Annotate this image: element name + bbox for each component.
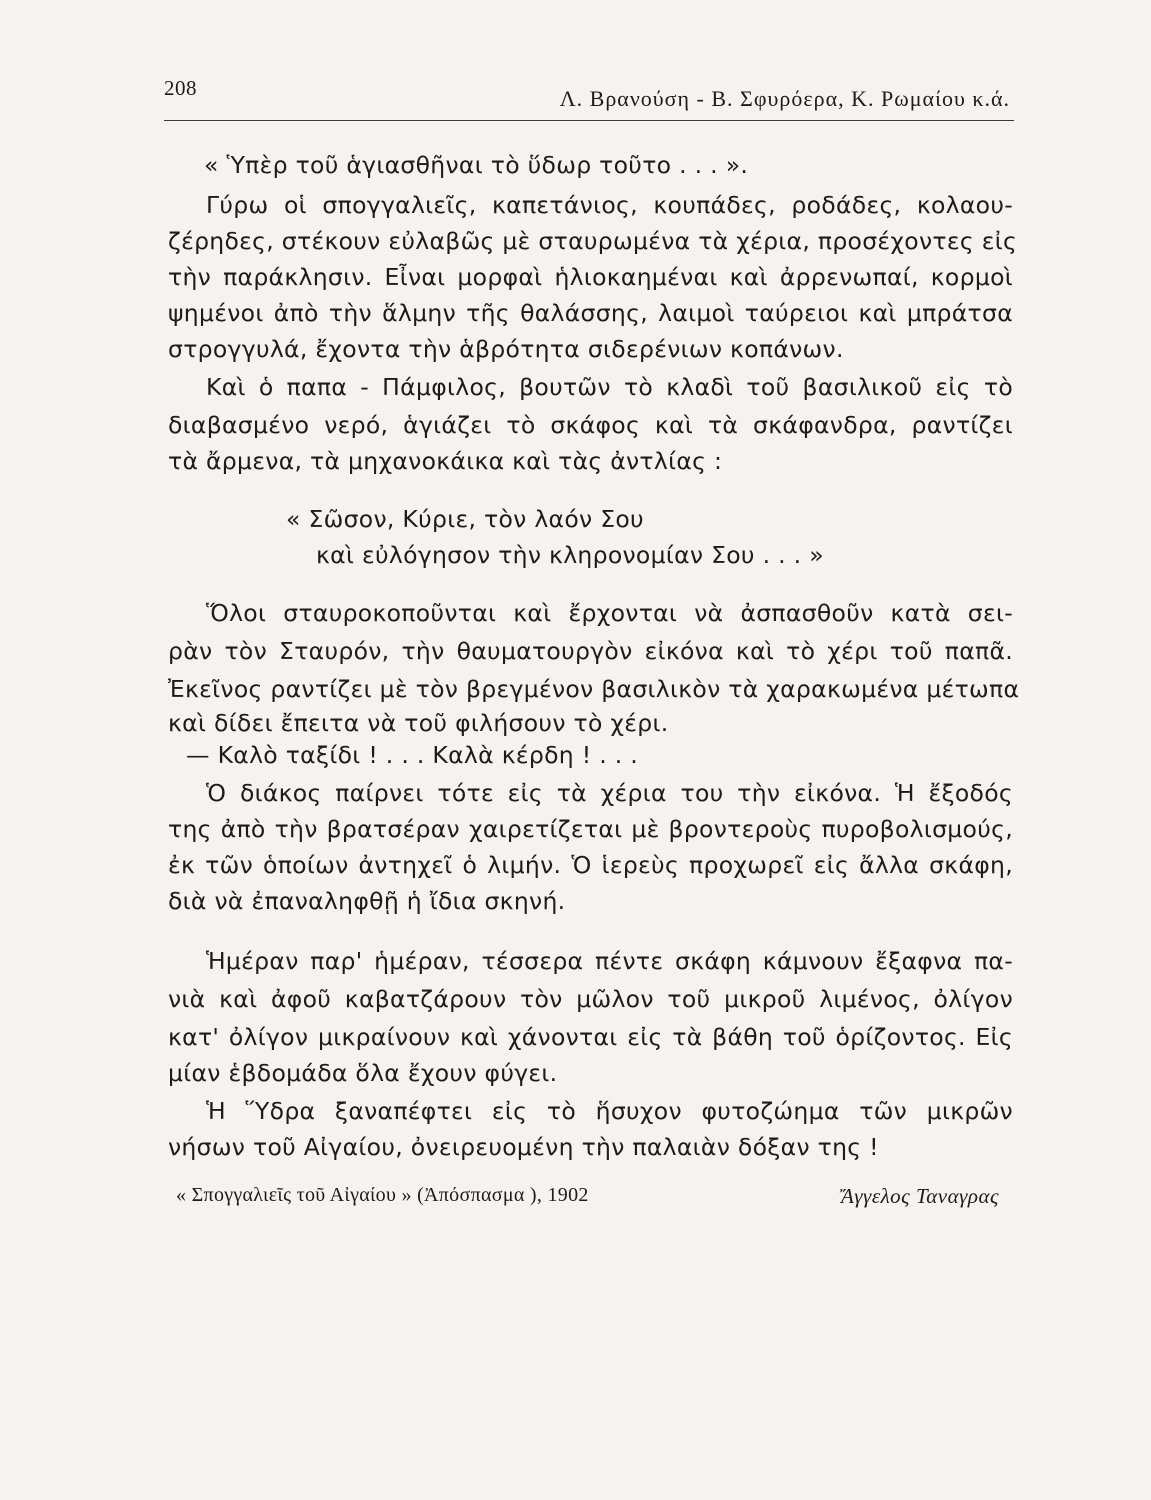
text-line: στρογγυλά, ἔχοντα τὴν ἁβρότητα σιδερένιων κοπάνων. — [168, 335, 844, 363]
text-line: Ἡμέραν παρ' ἡμέραν, τέσσερα πέντε σκάφη κάμνουν ἔξαφνα πα- — [206, 947, 1013, 975]
text-line: ρὰν τὸν Σταυρόν, τὴν θαυματουργὸν εἰκόνα καὶ τὸ χέρι τοῦ παπᾶ. — [168, 637, 1013, 665]
text-line: νιὰ καὶ ἀφοῦ καβατζάρουν τὸν μῶλον τοῦ μικροῦ λιμένος, ὀλίγον — [168, 985, 1013, 1013]
text-line: κατ' ὀλίγον μικραίνουν καὶ χάνονται εἰς τὰ βάθη τοῦ ὁρίζοντος. Εἰς — [168, 1023, 1013, 1051]
text-line: Γύρω οἱ σπογγαλιεῖς, καπετάνιος, κουπάδες, ροδάδες, κολαου- — [206, 191, 1013, 219]
text-line: Ὁ διάκος παίρνει τότε εἰς τὰ χέρια του τὴν εἰκόνα. Ἡ ἔξοδός — [206, 779, 1013, 807]
verse-line: « Σῶσον, Κύριε, τὸν λαόν Σου — [286, 505, 644, 533]
text-line: τὴν παράκλησιν. Εἶναι μορφαὶ ἡλιοκαημέναι καὶ ἀρρενωπαί, κορμοὶ — [168, 263, 1013, 291]
verse-line: καὶ εὐλόγησον τὴν κληρονομίαν Σου . . . » — [316, 541, 824, 569]
text-line: της ἀπὸ τὴν βρατσέραν χαιρετίζεται μὲ βροντεροὺς πυροβολισμούς, — [168, 815, 1013, 843]
text-line: Ἐκεῖνος ραντίζει μὲ τὸν βρεγμένον βασιλικὸν τὰ χαρακωμένα μέτωπα — [168, 675, 1020, 703]
author-name: Ἄγγελος Ταναγρας — [840, 1184, 999, 1208]
text-line: διὰ νὰ ἐπαναληφθῇ ἡ ἴδια σκηνή. — [168, 887, 566, 915]
text-line: Ἡ Ὕδρα ξαναπέφτει εἰς τὸ ἥσυχον φυτοζώημα τῶν μικρῶν — [206, 1097, 1013, 1125]
dialogue-line: — Καλὸ ταξίδι ! . . . Καλὰ κέρδη ! . . . — [186, 741, 639, 769]
text-line: Ὅλοι σταυροκοποῦνται καὶ ἔρχονται νὰ ἀσπασθοῦν κατὰ σει- — [206, 599, 1013, 627]
text-line: ἐκ τῶν ὁποίων ἀντηχεῖ ὁ λιμήν. Ὁ ἱερεὺς προχωρεῖ εἰς ἄλλα σκάφη, — [168, 851, 1013, 879]
text-line: Καὶ ὁ παπα - Πάμφιλος, βουτῶν τὸ κλαδὶ τοῦ βασιλικοῦ εἰς τὸ — [206, 373, 1013, 401]
text-line: τὰ ἄρμενα, τὰ μηχανοκάικα καὶ τὰς ἀντλίας : — [168, 447, 723, 475]
page-number: 208 — [164, 76, 197, 100]
text-line: ζέρηδες, στέκουν εὐλαβῶς μὲ σταυρωμένα τὰ χέρια, προσέχοντες εἰς — [168, 227, 1018, 255]
text-line: καὶ δίδει ἔπειτα νὰ τοῦ φιλήσουν τὸ χέρι. — [168, 709, 669, 737]
page-header — [164, 72, 1014, 121]
text-line: μίαν ἑβδομάδα ὅλα ἔχουν φύγει. — [168, 1059, 558, 1087]
text-line: νήσων τοῦ Αἰγαίου, ὀνειρευομένη τὴν παλαιὰν δόξαν της ! — [168, 1133, 879, 1161]
text-line: ψημένοι ἀπὸ τὴν ἅλμην τῆς θαλάσσης, λαιμοὶ ταύρειοι καὶ μπράτσα — [168, 299, 1013, 327]
text-line: « Ὑπὲρ τοῦ ἁγιασθῆναι τὸ ὕδωρ τοῦτο . . . ». — [204, 151, 749, 179]
text-line: διαβασμένο νερό, ἁγιάζει τὸ σκάφος καὶ τὰ σκάφανδρα, ραντίζει — [168, 411, 1013, 439]
running-head: Λ. Βρανούση - Β. Σφυρόερα, Κ. Ρωμαίου κ.ά. — [559, 86, 1010, 111]
source-citation: « Σπογγαλιεῖς τοῦ Αἰγαίου » (Ἀπόσπασμα ), 1902 — [176, 1184, 589, 1206]
